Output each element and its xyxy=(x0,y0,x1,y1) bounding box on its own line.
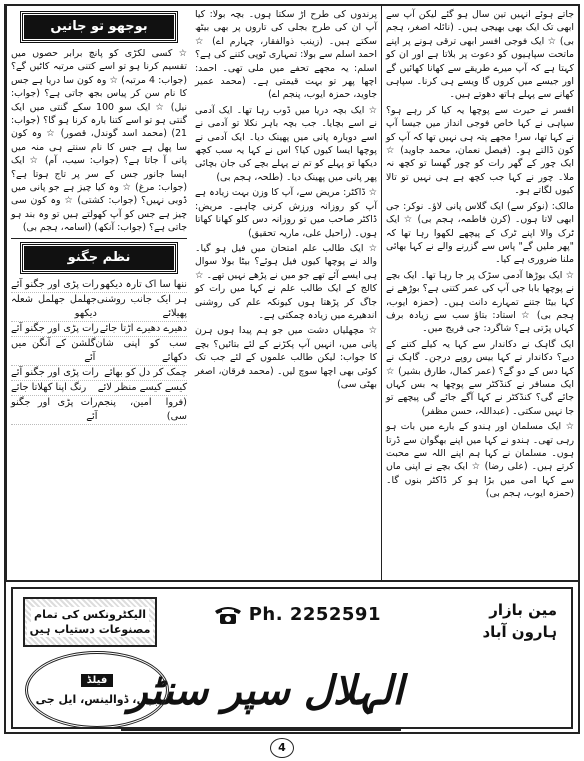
joke-paragraph: افسر نے حیرت سے پوچھا یہ کیا کر رہے ہو؟ سپاہی نے کہا خاص فوجی انداز میں جیسا آپ نے کہا تھا، سر! مجھے پتہ ہی نہیں تھا کہ آپ کو کون ڈالتے ہو۔ (فیصل نعمان، محمد جاوید) ☆ ایک چور کے گھر رات کو چور گھسا تو کچھ نہ ملا۔ چور نے کہا جب کچھ ہے ہی نہیں تو تالا کیوں لگاتے ہو۔ xyxy=(386,104,574,197)
poem-line xyxy=(11,278,187,293)
joke-paragraph: ☆ ایک طالب علم امتحان میں فیل ہو گیا۔ والد نے پوچھا کیوں فیل ہوئے؟ بیٹا بولا سوال ہی ایسے آئے تھے جو میں نے پڑھے نہیں تھے۔ ☆ کالج کے ایک طالب علم نے کہا میں رات کو جاگ کر پڑھتا ہوں کیونکہ علم کی روشنی اندھیرے میں زیادہ چمکتی ہے۔ xyxy=(195,242,377,321)
oval-label: فیلڈ xyxy=(81,674,114,687)
poem-half: کیسے کیسے منظر لائے xyxy=(97,381,187,393)
poem-half: سب کو اپنی شان دکھائے xyxy=(95,337,187,363)
poem-line xyxy=(11,396,187,425)
poem-line xyxy=(11,293,187,322)
riddles-header xyxy=(21,12,177,42)
poem-header-text: نظم جگنو xyxy=(67,249,131,265)
poem-half: چمک کر دل کو بھائے xyxy=(104,366,187,378)
joke-paragraph: مالک: (نوکر سے) ایک گلاس پانی لاؤ۔ نوکر: جی ابھی لاتا ہوں۔ (کرن فاطمہ، ہجم بی) ☆ ایک ٹرک والا اپنے ٹرک کے پیچھے لکھوا رہا تھا کہ "پھر ملیں گے" پاس سے گزرنے والے نے کہا بھائی ملنا ضروری ہے کیا۔ xyxy=(386,200,574,266)
poem-header xyxy=(21,243,177,273)
poem-half: گلشن کے آنگن میں آئے xyxy=(11,337,96,363)
jokes-column-middle xyxy=(191,6,382,580)
phone-block xyxy=(213,603,381,625)
riddles-poem-column xyxy=(6,6,191,580)
poem-half: رنگ اپنا کھلاتا جائے xyxy=(11,381,87,393)
store-address xyxy=(482,599,557,643)
poem-line xyxy=(11,322,187,337)
store-brand-name: الہلال سپر سنٹر xyxy=(128,667,404,714)
poem-line xyxy=(11,337,187,366)
telephone-icon xyxy=(213,603,243,625)
oval-brands: پچل، ڈوالینس، ایل جی xyxy=(35,693,159,706)
joke-paragraph: ☆ مچھلیاں دشت میں جو ہم پیدا ہوں ہرن پانی میں، انہیں آپ پکڑنے کے لئے بتائیں؟ بچے کا جواب: لیکن طالب علموں کے لئے جب تک کوئی بھی اچھا سوچ لیں۔ (محمد فرقان، اصغر بھٹی سی) xyxy=(195,325,377,390)
joke-paragraph: جاتے ہوئے انہیں تین سال ہو گئے لیکن آپ سے ابھی تک ایک بھی بھیجی ہیں۔ (نائلہ اصغر، ہجم بی) ☆ ایک فوجی افسر ابھی ترقی ہونے پر اپنے ماتحت سپاہیوں کو دعوت پر بلاتا ہے اور ان کو کہتا ہے کہ آپ میرے طریقے سے کھانا کھائیں گے اور جیسے میں کروں گا ویسے ہی کرنا۔ سپاہی کھانے سے پہلے ہاتھ دھوتے ہیں۔ xyxy=(386,9,574,101)
poem-half: رات پڑی اور جگنو آئے xyxy=(11,366,99,378)
riddles-text: ☆ کسی لکڑی کو پانچ برابر حصوں میں تقسیم کرنا ہو تو اسے کتنی مرتبہ کاٹیں گے؟ (جواب: 4 مرتبہ) ☆ وہ کون سا دریا ہے جس کا نام سن کر پیاس بجھ جاتی ہے؟ (جواب: نیل) ☆ ایک سو 100 سکے گنتی میں ایک گنتی ہو تو اسے کتنا بارہ کرنا ہو گا؟ (جواب: 21) (محمد اسد گوندل، قصور) ☆ وہ کون سا پھل ہے جس کا نام سنتے ہی منہ میں پانی آ جاتا ہے؟ (جواب: سیب، آم) ☆ ایک ایسا جانور جس کے سر پر تاج ہوتا ہے؟ (جواب: مرغ) ☆ وہ کیا چیز ہے جو پانی میں ڈوبی نہیں؟ (جواب: کشتی) ☆ وہ کون سی چیز ہے جس کو آپ کھولتے ہیں تو وہ بند ہو جاتی ہے؟ (جواب: آنکھ) (اسامہ، ہجم بی) xyxy=(11,48,187,234)
page-number: 4 xyxy=(270,738,294,758)
section-divider xyxy=(11,238,187,239)
poem xyxy=(11,278,187,425)
poem-half: دھیرے دھیرے اڑتا جائے xyxy=(99,322,187,334)
joke-paragraph: پرندوں کی طرح اڑ سکتا ہوں۔ بچہ بولا: کیا آپ ان کی طرح بجلی کی تاروں پر بھی بیٹھ سکتے ہیں۔ (زینب ذوالفقار، چہارم اے) ☆ احمد اسلم سے بولا: تمہاری ٹوپی کتنے کی ہے؟ اسلم: یہ مجھے تحفے میں ملی تھی۔ احمد: اچھا پھر تو بہت قیمتی ہے۔ (محمد عمیر جاوید، حمزہ ایوب، پنجم اے) xyxy=(195,9,377,101)
brands-oval xyxy=(25,651,169,729)
poem-half: (فروا امین، پنجم سی) xyxy=(97,396,187,422)
poem-half: رات پڑی اور جگنو آئے xyxy=(11,278,99,290)
joke-paragraph: ایک گاہک نے دکاندار سے کہا یہ کیلے کتنے کے دیے؟ دکاندار نے کہا بیس روپے درجن۔ گاہک نے کہا دس کے دو گے؟ (عمر کمال، طارق بشیر) ☆ ایک مسافر نے کنڈکٹر سے پوچھا یہ بس کہاں جائے گی؟ کنڈکٹر نے کہا آگے جائے گی پیچھے تو جا نہیں سکتی۔ (عبداللہ، حسن مظفر) xyxy=(386,338,574,417)
phone-number: Ph. 2252591 xyxy=(248,603,381,625)
poem-half: جھلمل جھلمل شعلہ دیکھو xyxy=(11,293,97,319)
newspaper-page xyxy=(4,4,580,734)
poem-line xyxy=(11,381,187,396)
electronics-stamp xyxy=(23,597,157,647)
poem-line xyxy=(11,366,187,381)
joke-paragraph: ☆ ایک مسلمان اور ہندو کے بارے میں بات ہو رہی تھی۔ ہندو نے کہا میں اپنے بھگوان سے ڈرتا ہوں۔ مسلمان نے کہا ہم اپنے اللہ سے محبت کرتے ہیں۔ (علی رضا) ☆ ایک بچے نے اپنی ماں سے کہا امی میں بڑا ہو کر ڈاکٹر بنوں گا۔ (حمزہ ایوب، ہجم بی) xyxy=(386,421,574,500)
stamp-line: الیکٹرونکس کی تمام xyxy=(31,607,149,622)
riddles-header-text: بوجھو تو جانیں xyxy=(50,19,148,35)
joke-paragraph: ☆ ایک بچہ دریا میں ڈوب رہا تھا۔ ایک آدمی نے اسے بچایا۔ جب بچہ باہر نکلا تو آدمی نے اسے دوبارہ پانی میں پھینک دیا۔ ایک آدمی نے پوچھا ایسا کیوں کیا؟ اس نے کہا یہ سب کچھ دیکھا تو پہلے کو تم نے پہلے بچے کی جان بچائی پھر پانی میں پھینک دیا۔ (طلحہ، ہجم بی) xyxy=(195,104,377,183)
poem-half: ننھا سا اک تارہ دیکھو xyxy=(100,278,187,290)
poem-half: ہر ایک جانب روشنی پھیلائے xyxy=(96,293,187,319)
joke-paragraph: ☆ ایک بوڑھا آدمی سڑک پر جا رہا تھا۔ ایک بچے نے پوچھا بابا جی آپ کی عمر کتنی ہے؟ بوڑھے نے کہا بیٹا جتنے تمہارے دانت ہیں۔ (حمزہ ایوب، ہجم بی) ☆ استاد: بتاؤ سب سے زیادہ برف کہاں پڑتی ہے؟ شاگرد: جی فریج میں۔ xyxy=(386,269,574,335)
address-line: ہارون آباد xyxy=(482,623,557,641)
advertisement xyxy=(6,580,578,734)
jokes-column-right xyxy=(382,6,578,580)
stamp-line: مصنوعات دستیاب ہیں xyxy=(27,622,154,637)
poem-half: رات پڑی اور جگنو آئے xyxy=(11,322,99,334)
address-line: مین بازار xyxy=(489,601,557,619)
ad-border xyxy=(11,587,573,729)
joke-paragraph: ☆ ڈاکٹر: مریض سے، آپ کا وزن بہت زیادہ ہے آپ کو روزانہ ورزش کرنی چاہیے۔ مریض: ڈاکٹر صاحب میں تو روزانہ دس کلو کھانا کھاتا ہوں۔ (راحیل علی، ماریہ تحقیق) xyxy=(195,187,377,239)
poem-half: رات پڑی اور جگنو آئے xyxy=(11,396,98,422)
